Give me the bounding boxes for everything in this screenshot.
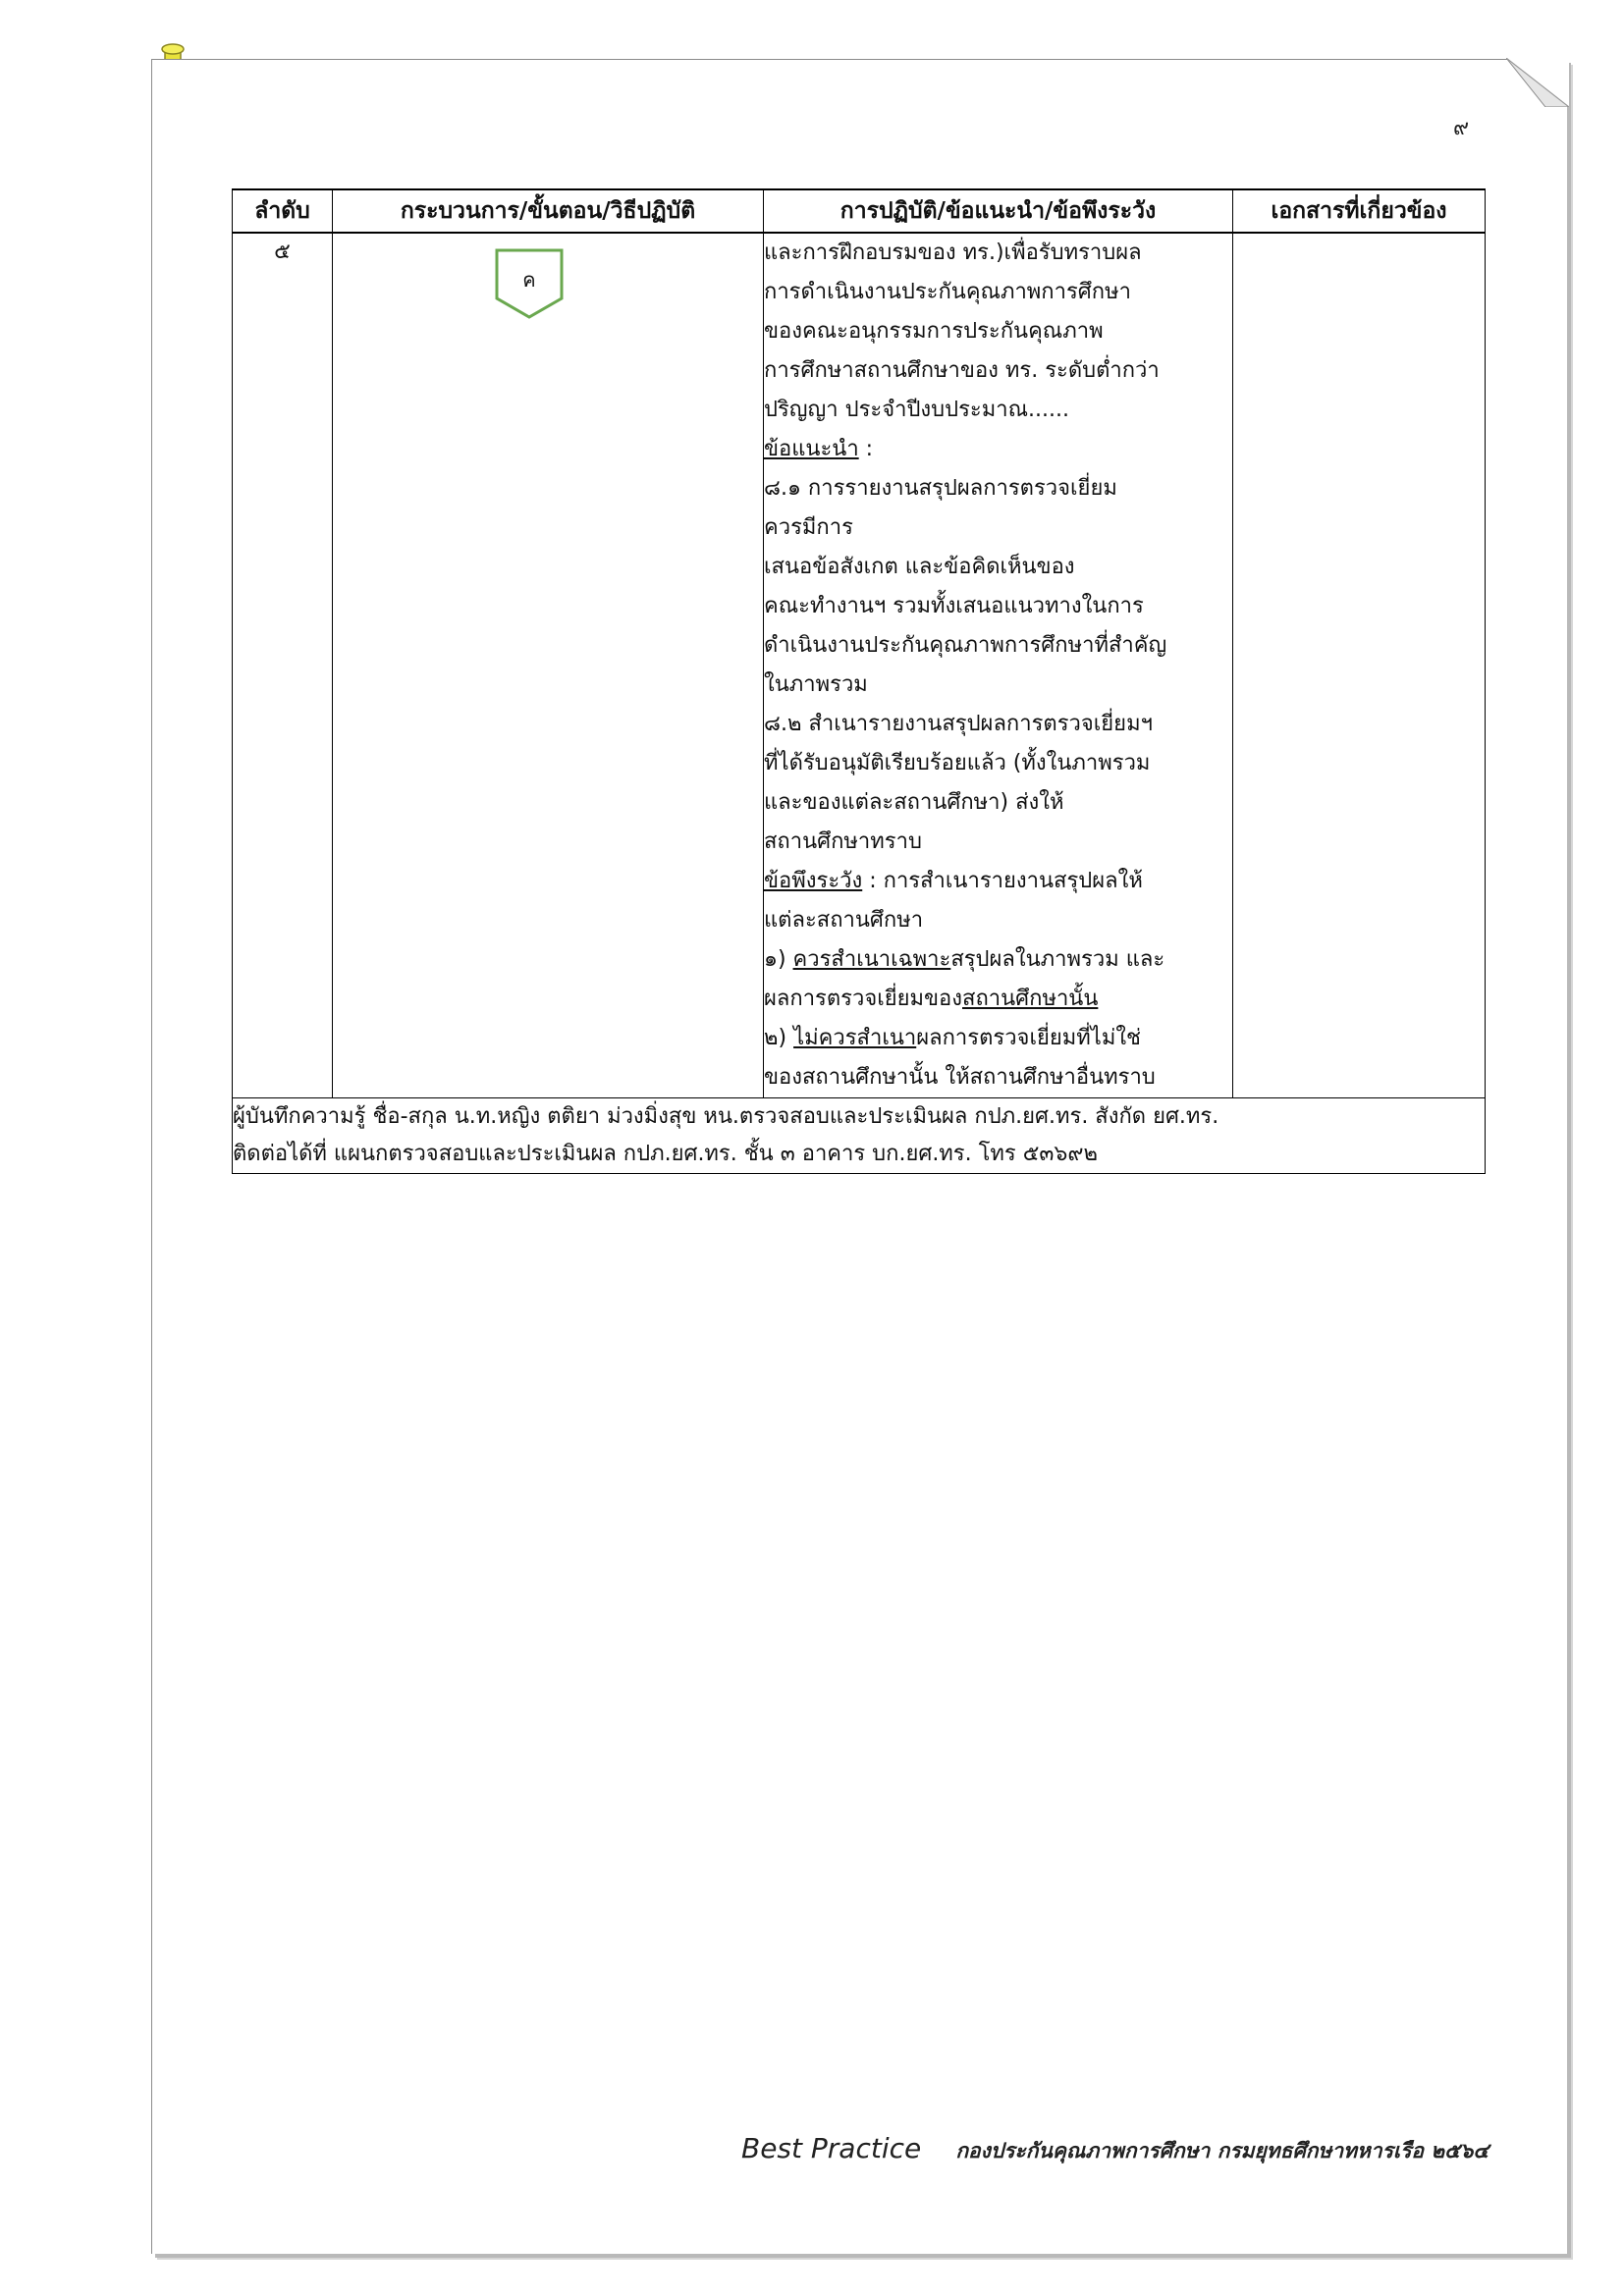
practice-line: การดำเนินงานประกันคุณภาพการศึกษา (764, 280, 1131, 304)
recorder-cell (233, 1098, 1486, 1174)
item-emphasis: ไม่ควรสำเนา (793, 1026, 917, 1050)
advice-line: ในภาพรวม (764, 672, 868, 697)
best-practice-label: Best Practice (741, 2132, 922, 2164)
page-number: ๙ (1453, 116, 1470, 140)
advice-line: ๘.๒ สำเนารายงานสรุปผลการตรวจเยี่ยมฯ (764, 712, 1153, 736)
caution-item-2 (764, 1019, 1232, 1058)
caution-heading (764, 862, 1232, 901)
row-documents-cell (1233, 233, 1486, 1098)
caution-item-1 (764, 940, 1232, 980)
header-seq: ลำดับ (233, 189, 333, 233)
table-row (233, 233, 1486, 1098)
caution-text: : การสำเนารายงานสรุปผลให้ (862, 869, 1143, 893)
knowledge-table (232, 188, 1486, 1174)
caution-line: แต่ละสถานศึกษา (764, 908, 924, 933)
row-seq: ๕ (233, 233, 333, 1098)
item-prefix: ๒) (764, 1026, 794, 1050)
contact-line: ติดต่อได้ที่ แผนกตรวจสอบและประเมินผล กปภ.ยศ.ทร. ชั้น ๓ อาคาร บก.ยศ.ทร. โทร ๕๓๖๙๒ (233, 1142, 1099, 1166)
advice-line: เสนอข้อสังเกต และข้อคิดเห็นของ (764, 555, 1075, 579)
advice-label: ข้อแนะนำ (764, 437, 859, 461)
advice-heading (764, 430, 1232, 469)
advice-line: สถานศึกษาทราบ (764, 829, 922, 854)
practice-line: การศึกษาสถานศึกษาของ ทร. ระดับต่ำกว่า (764, 358, 1160, 383)
folded-corner-icon (1506, 58, 1569, 107)
item-emphasis: ควรสำเนาเฉพาะ (792, 947, 951, 972)
caution-item-1-line-2 (764, 980, 1232, 1019)
page-footer (741, 2132, 1489, 2167)
header-process: กระบวนการ/ขั้นตอน/วิธีปฏิบัติ (333, 189, 764, 233)
header-documents: เอกสารที่เกี่ยวข้อง (1233, 189, 1486, 233)
item-emphasis: สถานศึกษานั้น (962, 987, 1099, 1011)
caution-item-2-line-2: ของสถานศึกษานั้น ให้สถานศึกษาอื่นทราบ (764, 1065, 1156, 1090)
item-prefix: ๑) (764, 947, 793, 972)
advice-line: ที่ได้รับอนุมัติเรียบร้อยแล้ว (ทั้งในภาพรวม (764, 751, 1151, 775)
item-text: ผลการตรวจเยี่ยมที่ไม่ใช่ (916, 1026, 1141, 1050)
advice-line: ควรมีการ (764, 515, 853, 540)
item-text: ผลการตรวจเยี่ยมของ (764, 987, 963, 1011)
offpage-connector-shape (494, 247, 565, 320)
row-process-cell (333, 233, 764, 1098)
table-header-row (233, 189, 1486, 233)
advice-line: ดำเนินงานประกันคุณภาพการศึกษาที่สำคัญ (764, 633, 1167, 658)
practice-line: ปริญญา ประจำปีงบประมาณ...... (764, 398, 1069, 422)
advice-line: และของแต่ละสถานศึกษา) ส่งให้ (764, 790, 1064, 815)
practice-line: และการฝึกอบรมของ ทร.)เพื่อรับทราบผล (764, 240, 1142, 265)
recorder-line: ผู้บันทึกความรู้ ชื่อ-สกุล น.ท.หญิง ตติยา ม่วงมิ่งสุข หน.ตรวจสอบและประเมินผล กปภ.ยศ.ทร. สังกัด ยศ.ทร. (233, 1104, 1219, 1129)
advice-colon: : (858, 437, 874, 461)
connector-label: ค (522, 268, 536, 292)
practice-line: ของคณะอนุกรรมการประกันคุณภาพ (764, 319, 1104, 344)
row-practice-cell (764, 233, 1233, 1098)
advice-line: คณะทำงานฯ รวมทั้งเสนอแนวทางในการ (764, 594, 1144, 618)
recorder-row (233, 1098, 1486, 1174)
caution-label: ข้อพึงระวัง (764, 869, 863, 893)
item-text: สรุปผลในภาพรวม และ (950, 947, 1165, 972)
header-practice: การปฏิบัติ/ข้อแนะนำ/ข้อพึงระวัง (764, 189, 1233, 233)
organization-label: กองประกันคุณภาพการศึกษา กรมยุทธศึกษาทหารเรือ ๒๕๖๔ (955, 2139, 1489, 2163)
advice-line: ๘.๑ การรายงานสรุปผลการตรวจเยี่ยม (764, 476, 1117, 501)
